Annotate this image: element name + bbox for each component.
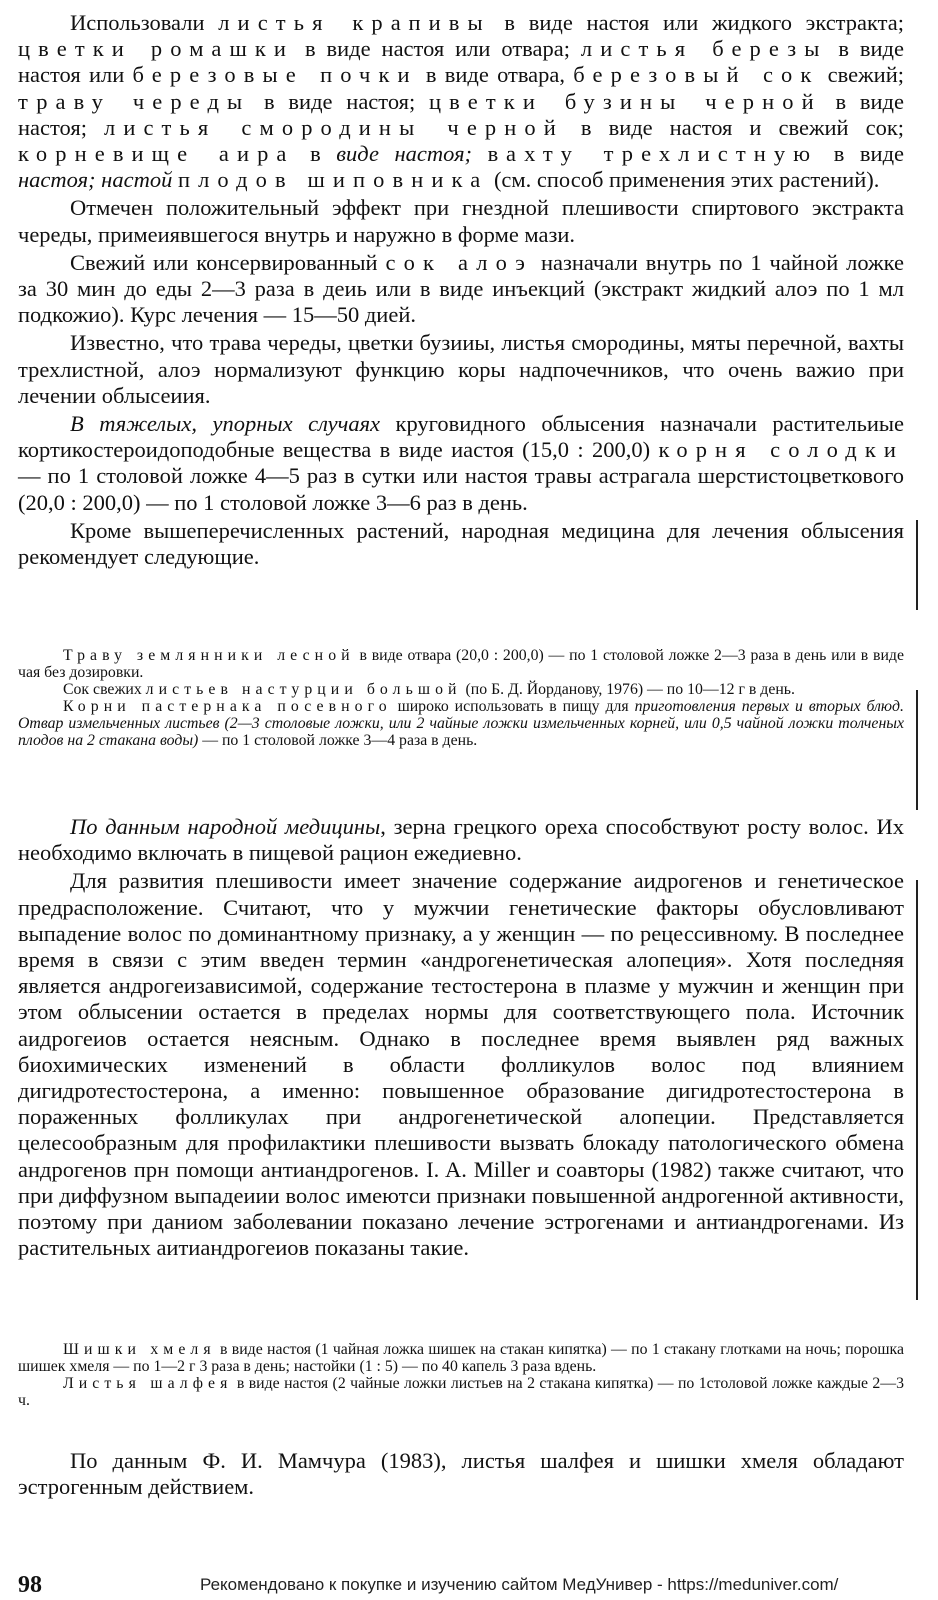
- text-run: — по 1 столовой ложке 4—5 раз в сутки или настоя травы астрагала шерстистоцветкового (20,0 : 200,0) — по 1 столовой ложке 3—6 раз в день.: [18, 463, 904, 515]
- paragraph-aloe: [18, 250, 904, 329]
- paragraph-walnut: [18, 814, 904, 866]
- text-run: широко использовать в пищу для: [391, 697, 635, 715]
- text-run: круговидного облысения назначали растительиые кортикостероидоподобные вещества в виде иастоя (15,0 : 200,0): [18, 411, 904, 463]
- text-run: (см. способ применения этих растений).: [488, 167, 880, 193]
- paragraph-severe-cases: [18, 411, 904, 516]
- main-text-block-3: [18, 1448, 904, 1500]
- text-run: в виде настоя или отвара;: [294, 36, 581, 62]
- text-run: свежий;: [819, 62, 905, 88]
- text-run: в виде настоя;: [250, 88, 430, 114]
- recipe-hops: [18, 1342, 904, 1376]
- plant-name: березовый сок: [573, 62, 820, 88]
- plant-name: Корни пастернака посевного: [63, 697, 392, 715]
- plant-name: цветки ромашки: [18, 36, 295, 62]
- text-run: в виде настоя или жидкого экстракта;: [490, 10, 904, 35]
- main-text-block: [18, 10, 904, 570]
- paragraph-adrenal: Известно, что трава череды, цветки бузииы, листья смородины, мяты перечной, вахты трехлистной, алоэ нормализуют функцию коры надпочечников, что очень важио при лечении облысеиия.: [18, 330, 904, 408]
- text-run: в виде отвара,: [417, 62, 574, 88]
- recipe-nasturtium: [18, 682, 904, 699]
- text-run: Использовали: [70, 10, 219, 35]
- text-run-italic: В тяжелых, упорных случаях: [70, 411, 381, 437]
- text-run: , зерна грецкого ореха способствуют росту волос. Их необходимо включать в пищевой рацион ежедиевно.: [18, 814, 904, 866]
- page-number: 98: [18, 1572, 42, 1598]
- scan-edge-line: [916, 880, 918, 1300]
- plant-name: корневище аира: [18, 141, 295, 167]
- plant-name: листья смородины черной: [104, 114, 564, 140]
- recipe-strawberry: [18, 648, 904, 682]
- text-run: в: [294, 141, 337, 167]
- text-run-italic: По данным народной медицины: [70, 814, 381, 839]
- text-run: (по Б. Д. Йорданову, 1976) — по 10—12 г в день.: [461, 680, 795, 698]
- plant-name: Листья шалфея: [63, 1374, 233, 1392]
- text-run: в виде: [818, 141, 905, 167]
- plant-name: корня солодки: [658, 437, 904, 463]
- plant-name: вахту трехлистную: [487, 141, 819, 167]
- recipes-block-1: [18, 648, 904, 749]
- main-text-block-2: [18, 814, 904, 1261]
- text-run: в виде настоя (1 чайная ложка шишек на стакан кипятка) — по 1 стакану глотками на ночь; порошка шишек хмеля — по 1—2 г 3 раза в день; настойки (1 : 5) — по 40 капель 3 раза вдень.: [18, 1341, 904, 1375]
- text-run: назначали внутрь по 1 чайной ложке за 30 мин до еды 2—3 раза в деиь или в виде инъекций (экстракт жидкий алоэ по 1 мл подкожио). Курс лечения — 15—50 дией.: [18, 249, 904, 328]
- text-run-italic: приготовления первых и вторых блюд. Отвар измельченных листьев (2—3 столовые ложки, или 2 чайные ложки измельченных корней, или 0,5 чайной ложки толченых плодов на 2 стакана воды): [18, 697, 905, 749]
- plant-name: Траву землянники лесной: [63, 647, 355, 664]
- plant-name: березовые почки: [132, 62, 418, 88]
- recipes-block-2: [18, 1342, 904, 1410]
- text-run: в виде настоя или: [18, 36, 904, 88]
- scan-edge-line: [916, 690, 918, 810]
- text-run: в виде отвара (20,0 : 200,0) — по 1 столовой ложке 2—3 раза в день или в виде чая без дозировки.: [18, 647, 904, 681]
- text-run: Свежий или консервированный: [70, 249, 386, 275]
- text-run: — по 1 столовой ложке 3—4 раза в день.: [198, 731, 478, 749]
- text-run: в виде настоя и свежий сок;: [563, 114, 905, 140]
- plant-name: траву череды: [18, 88, 251, 114]
- text-run: Сок свежих: [63, 680, 146, 698]
- footer-watermark: Рекомендовано к покупке и изучению сайтом МедУнивер - https://meduniver.com/: [200, 1575, 839, 1594]
- plant-name: плодов шиповника: [177, 167, 489, 193]
- recipe-parsnip: [18, 699, 904, 750]
- paragraph-androgens: Для развития плешивости имеет значение содержание аидрогенов и генетическое предрасположение. Считают, что у мужчии генетические факторы обусловливают выпадение волос по доминантному признаку, а у женщин — по рецессивному. В последнее время в связи с этим введен термин «андрогенетическая алопеция». Хотя последняя является андрогеизависимой, содержание тестостерона в плазме у мужчин и женщин при этом облысении остается в пределах нормы для соответствующего пола. Источник аидрогеиов остается неясным. Однако в последнее время выявлен ряд важных биохимических изменений в области фолликулов волос под влиянием дигидротестостерона, а именно: повышенное образование дигидротестостерона в пораженных фолликулах при андрогенетической алопеции. Представляется целесообразным для профилактики плешивости вызвать блокаду патологического обмена андрогенов прн помощи антиандрогенов. I. A. Miller и соавторы (1982) также считают, что при диффузном выпадеиии волос имеютси признаки повышенной андрогенной активности, поэтому при даниом заболевании показано лечение эстрогенами и антиандрогенами. Из растительных аитиандрогеиов показаны такие.: [18, 868, 904, 1261]
- scan-edge-line: [916, 520, 918, 610]
- paragraph-herbs-list: [18, 10, 904, 193]
- recipe-sage: [18, 1376, 904, 1410]
- text-run-italic: настоя; настой: [18, 167, 178, 193]
- plant-name: цветки бузины черной: [429, 88, 822, 114]
- plant-name: сок алоэ: [385, 249, 534, 275]
- plant-name: листьев настурции большой: [145, 680, 462, 698]
- plant-name: листья березы: [580, 36, 828, 62]
- plant-name: Шишки хмеля: [63, 1341, 216, 1358]
- plant-name: листья крапивы: [218, 10, 491, 35]
- text-run-italic: виде настоя;: [336, 141, 488, 167]
- paragraph-mamchur: По данным Ф. И. Мамчура (1983), листья шалфея и шишки хмеля обладают эстрогенным действием.: [18, 1448, 904, 1500]
- paragraph-folk-medicine: Кроме вышеперечисленных растений, народная медицина для лечения облысения рекомендует следующие.: [18, 517, 904, 570]
- text-run: в виде настоя (2 чайные ложки листьев на 2 стакана кипятка) — по 1столовой ложке каждые 2—3 ч.: [18, 1374, 904, 1409]
- paragraph-chereda-effect: Отмечен положительный эффект при гнездной плешивости спиртового экстракта череды, примеиявшегося внутрь и наружно в форме мази.: [18, 195, 904, 247]
- text-run: в виде настоя;: [18, 88, 904, 140]
